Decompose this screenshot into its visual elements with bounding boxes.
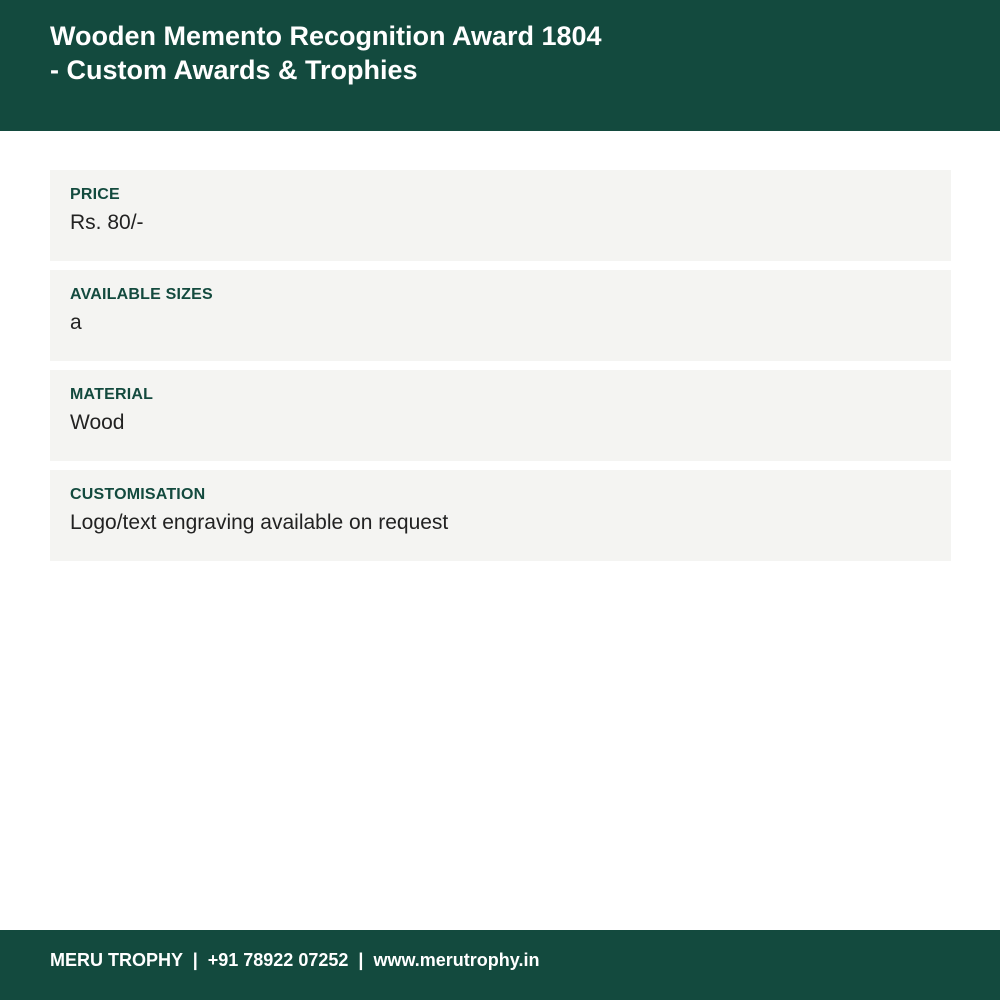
footer-phone[interactable]: +91 78922 07252 [207, 950, 349, 970]
customisation-value: Logo/text engraving available on request [70, 511, 449, 534]
page-footer [0, 930, 1000, 1000]
material-value: Wood [70, 411, 125, 434]
page-title-line-1: Wooden Memento Recognition Award 1804 [50, 21, 602, 51]
footer-contact-line [50, 949, 539, 971]
footer-website-link[interactable]: www.merutrophy.in [373, 950, 540, 970]
customisation-card [50, 470, 951, 561]
customisation-label: CUSTOMISATION [70, 486, 206, 503]
page-title-line-2: - Custom Awards & Trophies [50, 55, 418, 85]
page-title [50, 19, 950, 87]
page-header [0, 0, 1000, 131]
available-sizes-label: AVAILABLE SIZES [70, 286, 213, 303]
material-label: MATERIAL [70, 386, 154, 403]
footer-separator: | [182, 950, 208, 970]
material-card [50, 370, 951, 461]
price-card [50, 170, 951, 261]
available-sizes-value: a [70, 311, 82, 334]
available-sizes-card [50, 270, 951, 361]
price-value: Rs. 80/- [70, 211, 144, 234]
footer-separator: | [348, 950, 374, 970]
product-details [50, 170, 951, 570]
footer-brand: MERU TROPHY [50, 950, 183, 970]
price-label: PRICE [70, 186, 120, 203]
